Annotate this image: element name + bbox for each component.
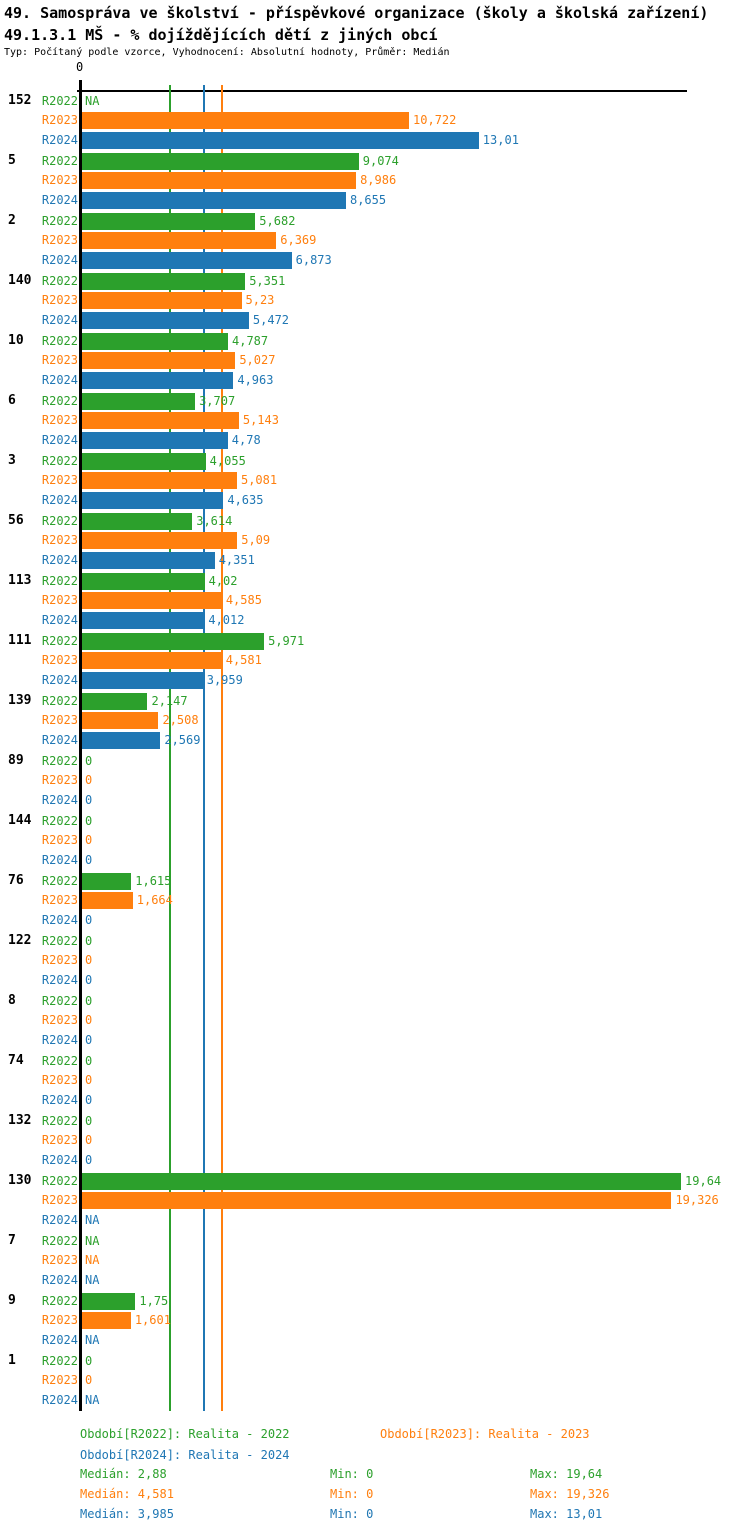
row-series-label: R2022: [41, 94, 78, 108]
bar-r2023: [82, 652, 222, 669]
bar-value-label: 2,508: [162, 713, 199, 728]
bar-value-label: 10,722: [413, 113, 457, 128]
bar-value-label: 0: [85, 972, 93, 987]
bar-value-label: NA: [85, 1212, 100, 1227]
bar-value-label: 0: [85, 953, 93, 968]
bar-value-label: NA: [85, 1392, 100, 1407]
row-series-label: R2022: [41, 334, 78, 348]
bar-value-label: 0: [85, 1133, 93, 1148]
group-label: 113: [8, 573, 32, 588]
row-series-label: R2022: [41, 274, 78, 288]
bar-value-label: 3,959: [206, 672, 243, 687]
row-series-label: R2023: [41, 713, 78, 728]
bar-value-label: 5,143: [242, 413, 279, 428]
group-label: 152: [8, 93, 32, 108]
bar-r2022: [82, 393, 195, 410]
row-series-label: R2023: [41, 773, 78, 788]
bar-r2024: [82, 432, 228, 449]
bar-r2022: [82, 1173, 681, 1190]
row-series-label: R2023: [41, 833, 78, 848]
bar-r2022: [82, 873, 131, 890]
bar-value-label: 2,569: [164, 732, 201, 747]
bar-r2024: [82, 732, 160, 749]
group-label: 56: [8, 513, 24, 528]
bar-value-label: 5,351: [249, 274, 286, 288]
bar-r2022: [82, 633, 264, 650]
row-series-label: R2022: [41, 694, 78, 708]
bar-r2024: [82, 612, 204, 629]
stat-max-r2023: Max: 19,326: [530, 1487, 610, 1501]
row-series-label: R2024: [41, 372, 78, 387]
bar-value-label: 5,23: [245, 293, 275, 308]
group-label: 7: [8, 1233, 16, 1248]
bar-value-label: 4,012: [208, 612, 245, 627]
axis-zero-tick-label: 0: [76, 60, 84, 74]
bar-value-label: 5,081: [240, 473, 278, 488]
bar-value-label: 9,074: [362, 154, 399, 168]
bar-value-label: 0: [85, 1354, 93, 1368]
bar-value-label: 19,326: [675, 1193, 719, 1208]
group-label: 132: [8, 1113, 32, 1128]
indicator-meta: Typ: Počítaný podle vzorce, Vyhodnocení: Absolutní hodnoty, Průměr: Medián: [4, 47, 450, 58]
legend-r2023: Období[R2023]: Realita - 2023: [380, 1427, 590, 1441]
bar-r2023: [82, 172, 356, 189]
bar-value-label: 4,351: [218, 552, 255, 567]
row-series-label: R2022: [41, 514, 78, 528]
bar-value-label: 0: [85, 1373, 93, 1388]
row-series-label: R2022: [41, 1054, 78, 1068]
row-series-label: R2022: [41, 1294, 78, 1308]
bar-r2024: [82, 132, 479, 149]
stat-min-r2024: Min: 0: [330, 1507, 374, 1521]
bar-value-label: NA: [85, 1332, 100, 1347]
bar-value-label: 0: [85, 1013, 93, 1028]
stat-max-r2024: Max: 13,01: [530, 1507, 603, 1521]
bar-value-label: 13,01: [482, 132, 519, 147]
bar-value-label: 0: [85, 773, 93, 788]
group-label: 89: [8, 753, 24, 768]
group-label: 130: [8, 1173, 32, 1188]
bar-r2022: [82, 273, 245, 290]
row-series-label: R2022: [41, 574, 78, 588]
bar-r2024: [82, 312, 249, 329]
bar-value-label: 8,986: [360, 173, 397, 188]
bar-value-label: 4,78: [231, 432, 261, 447]
bar-value-label: 0: [85, 1114, 93, 1128]
stat-median-r2024: Medián: 3,985: [80, 1507, 174, 1521]
group-label: 9: [8, 1293, 16, 1308]
row-series-label: R2022: [41, 154, 78, 168]
legend-r2022: Období[R2022]: Realita - 2022: [80, 1427, 290, 1441]
row-series-label: R2022: [41, 994, 78, 1008]
bar-value-label: 5,027: [239, 353, 276, 368]
bar-value-label: 0: [85, 1073, 93, 1088]
bar-value-label: 4,635: [227, 492, 264, 507]
bar-r2023: [82, 892, 133, 909]
bar-r2023: [82, 1312, 131, 1329]
bar-value-label: 3,614: [196, 514, 233, 528]
bar-r2024: [82, 492, 223, 509]
row-series-label: R2024: [41, 552, 78, 567]
bar-value-label: 6,369: [280, 233, 317, 248]
row-series-label: R2023: [41, 953, 78, 968]
bar-r2022: [82, 213, 255, 230]
bar-value-label: 4,02: [208, 574, 238, 588]
bar-value-label: 19,64: [685, 1174, 722, 1188]
bar-r2023: [82, 412, 239, 429]
row-series-label: R2022: [41, 214, 78, 228]
bar-value-label: 4,787: [232, 334, 269, 348]
row-series-label: R2024: [41, 852, 78, 867]
bar-r2022: [82, 333, 228, 350]
row-series-label: R2023: [41, 293, 78, 308]
bar-value-label: 0: [85, 1054, 93, 1068]
row-series-label: R2024: [41, 132, 78, 147]
row-series-label: R2022: [41, 1354, 78, 1368]
bar-r2023: [82, 292, 242, 309]
bar-value-label: 0: [85, 994, 93, 1008]
row-series-label: R2024: [41, 1032, 78, 1047]
bar-r2023: [82, 352, 235, 369]
group-label: 139: [8, 693, 32, 708]
row-series-label: R2024: [41, 1272, 78, 1287]
bar-r2022: [82, 153, 359, 170]
row-series-label: R2024: [41, 1212, 78, 1227]
bar-r2022: [82, 453, 206, 470]
group-label: 5: [8, 153, 16, 168]
bar-r2024: [82, 552, 215, 569]
stat-max-r2022: Max: 19,64: [530, 1467, 603, 1481]
bar-value-label: NA: [85, 1272, 100, 1287]
row-series-label: R2023: [41, 413, 78, 428]
bar-value-label: 5,472: [252, 312, 290, 327]
row-series-label: R2022: [41, 754, 78, 768]
stat-min-r2022: Min: 0: [330, 1467, 374, 1481]
bar-value-label: 4,581: [225, 653, 262, 668]
row-series-label: R2024: [41, 312, 78, 327]
row-series-label: R2024: [41, 1092, 78, 1107]
bar-value-label: 4,963: [237, 372, 274, 387]
row-series-label: R2023: [41, 1013, 78, 1028]
bar-r2022: [82, 1293, 135, 1310]
row-series-label: R2022: [41, 814, 78, 828]
bar-value-label: 0: [85, 833, 93, 848]
row-series-label: R2024: [41, 252, 78, 267]
stat-median-r2022: Medián: 2,88: [80, 1467, 167, 1481]
bar-value-label: 2,147: [151, 694, 188, 708]
bar-r2023: [82, 232, 276, 249]
bar-value-label: 1,75: [139, 1294, 169, 1308]
bar-value-label: NA: [85, 1234, 100, 1248]
group-label: 1: [8, 1353, 16, 1368]
legend-r2024: Období[R2024]: Realita - 2024: [80, 1448, 290, 1462]
bar-value-label: 0: [85, 1092, 93, 1107]
group-label: 2: [8, 213, 16, 228]
report-title: 49. Samospráva ve školství - příspěvkové organizace (školy a školská zařízení): [4, 4, 709, 22]
row-series-label: R2022: [41, 1114, 78, 1128]
bar-value-label: 0: [85, 1032, 93, 1047]
bar-value-label: 0: [85, 792, 93, 807]
group-label: 122: [8, 933, 32, 948]
bar-r2022: [82, 513, 192, 530]
bar-value-label: 8,655: [349, 192, 387, 207]
bar-value-label: 0: [85, 934, 93, 948]
bar-value-label: 0: [85, 852, 93, 867]
bar-r2024: [82, 192, 346, 209]
row-series-label: R2023: [41, 233, 78, 248]
bar-value-label: NA: [85, 1253, 100, 1268]
row-series-label: R2023: [41, 653, 78, 668]
row-series-label: R2022: [41, 1234, 78, 1248]
stat-median-r2023: Medián: 4,581: [80, 1487, 174, 1501]
row-series-label: R2023: [41, 1253, 78, 1268]
bar-value-label: 0: [85, 1152, 93, 1167]
row-series-label: R2024: [41, 1392, 78, 1407]
group-label: 74: [8, 1053, 24, 1068]
bar-r2023: [82, 712, 158, 729]
bar-value-label: 5,09: [241, 533, 271, 548]
row-series-label: R2023: [41, 1313, 78, 1328]
row-series-label: R2022: [41, 934, 78, 948]
group-label: 111: [8, 633, 32, 648]
bar-r2022: [82, 573, 205, 590]
bar-r2024: [82, 252, 292, 269]
row-series-label: R2023: [41, 893, 78, 908]
group-label: 10: [8, 333, 24, 348]
row-series-label: R2024: [41, 432, 78, 447]
bar-r2023: [82, 1192, 671, 1209]
bar-value-label: 6,873: [295, 252, 332, 267]
row-series-label: R2024: [41, 492, 78, 507]
row-series-label: R2022: [41, 394, 78, 408]
group-label: 8: [8, 993, 16, 1008]
bar-r2024: [82, 672, 203, 689]
bar-value-label: 3,707: [199, 394, 236, 408]
bar-value-label: 1,615: [135, 874, 172, 888]
group-label: 3: [8, 453, 16, 468]
group-label: 144: [8, 813, 32, 828]
row-series-label: R2024: [41, 192, 78, 207]
row-series-label: R2022: [41, 1174, 78, 1188]
row-series-label: R2024: [41, 1152, 78, 1167]
bar-r2023: [82, 592, 222, 609]
row-series-label: R2022: [41, 874, 78, 888]
bar-value-label: NA: [85, 94, 100, 108]
group-label: 76: [8, 873, 24, 888]
bar-value-label: 5,682: [259, 214, 296, 228]
bar-value-label: 1,601: [134, 1313, 171, 1328]
bar-value-label: 0: [85, 912, 93, 927]
indicator-title: 49.1.3.1 MŠ - % dojíždějících dětí z jiných obcí: [4, 26, 438, 44]
row-series-label: R2024: [41, 612, 78, 627]
bar-value-label: 0: [85, 814, 93, 828]
row-series-label: R2023: [41, 1193, 78, 1208]
row-series-label: R2023: [41, 1133, 78, 1148]
row-series-label: R2023: [41, 1373, 78, 1388]
row-series-label: R2023: [41, 473, 78, 488]
row-series-label: R2024: [41, 672, 78, 687]
row-series-label: R2023: [41, 593, 78, 608]
bar-r2024: [82, 372, 233, 389]
bar-r2022: [82, 693, 147, 710]
row-series-label: R2024: [41, 972, 78, 987]
bar-value-label: 5,971: [268, 634, 305, 648]
row-series-label: R2023: [41, 533, 78, 548]
stat-min-r2023: Min: 0: [330, 1487, 374, 1501]
bar-r2023: [82, 112, 409, 129]
row-series-label: R2024: [41, 1332, 78, 1347]
row-series-label: R2024: [41, 912, 78, 927]
row-series-label: R2022: [41, 634, 78, 648]
row-series-label: R2024: [41, 732, 78, 747]
row-series-label: R2023: [41, 113, 78, 128]
group-label: 6: [8, 393, 16, 408]
bar-value-label: 1,664: [136, 893, 173, 908]
row-series-label: R2022: [41, 454, 78, 468]
row-series-label: R2023: [41, 1073, 78, 1088]
bar-r2023: [82, 472, 237, 489]
bar-value-label: 4,585: [225, 593, 262, 608]
bar-value-label: 0: [85, 754, 93, 768]
row-series-label: R2023: [41, 173, 78, 188]
bar-value-label: 4,055: [209, 454, 246, 468]
row-series-label: R2023: [41, 353, 78, 368]
row-series-label: R2024: [41, 792, 78, 807]
group-label: 140: [8, 273, 32, 288]
bar-r2023: [82, 532, 237, 549]
